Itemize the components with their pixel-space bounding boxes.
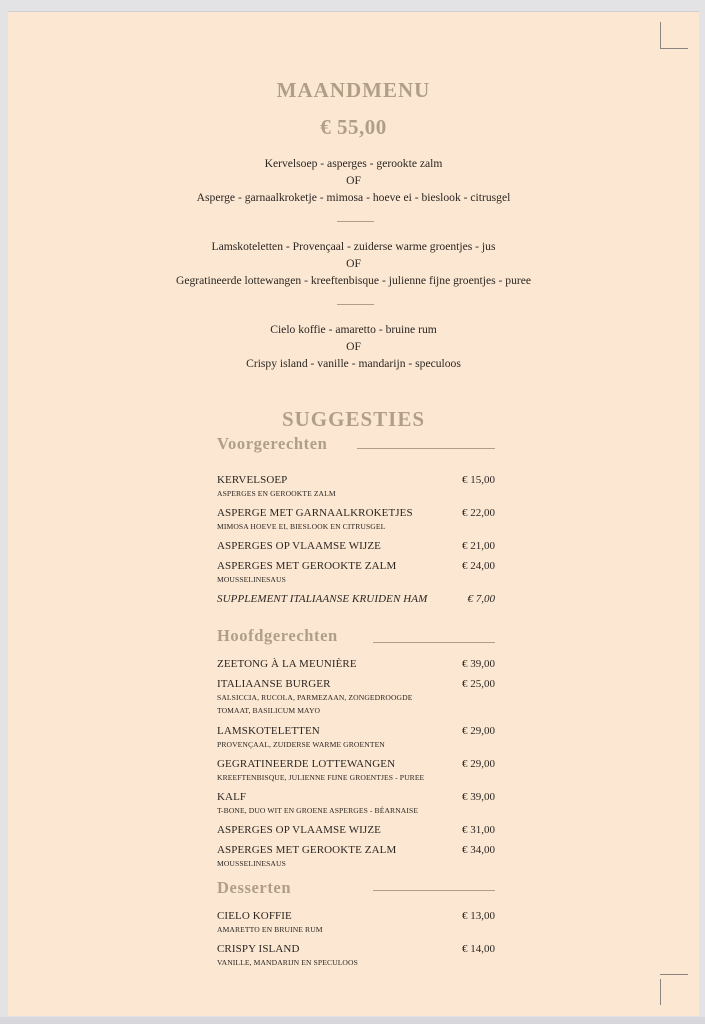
- course-option: Cielo koffie - amaretto - bruine rum: [270, 323, 437, 336]
- crop-mark: [660, 974, 688, 975]
- item-price: € 29,00: [462, 725, 495, 737]
- menu-item: [217, 942, 495, 969]
- menu-item: [217, 909, 495, 936]
- course-main: [8, 238, 699, 289]
- item-price: € 25,00: [462, 678, 495, 690]
- course-option: Asperge - garnaalkroketje - mimosa - hoeve ei - bieslook - citrusgel: [196, 191, 511, 204]
- item-price: € 24,00: [462, 560, 495, 572]
- menu-page: [8, 11, 699, 1016]
- course-or: OF: [346, 257, 361, 270]
- item-description: KREEFTENBISQUE, JULIENNE FIJNE GROENTJES - PUREE: [217, 773, 425, 782]
- item-price: € 39,00: [462, 791, 495, 803]
- item-price: € 39,00: [462, 658, 495, 670]
- course-divider: [337, 304, 374, 305]
- section-heading-desserten: Desserten: [217, 878, 292, 897]
- item-name: ITALIAANSE BURGER: [217, 678, 331, 690]
- crop-mark: [660, 22, 661, 49]
- course-or: OF: [346, 340, 361, 353]
- item-name: ASPERGES MET GEROOKTE ZALM: [217, 844, 397, 856]
- item-description: T-BONE, DUO WIT EN GROENE ASPERGES - BÉARNAISE: [217, 806, 419, 815]
- item-description: ASPERGES EN GEROOKTE ZALM: [217, 489, 336, 498]
- menu-item: [217, 657, 495, 671]
- item-description: MOUSSELINESAUS: [217, 575, 286, 584]
- course-option: Gegratineerde lottewangen - kreeftenbisque - julienne fijne groentjes - puree: [175, 274, 532, 287]
- item-description: VANILLE, MANDARIJN EN SPECULOOS: [217, 958, 358, 967]
- menu-price: € 55,00: [320, 115, 387, 139]
- course-starter: [8, 155, 699, 206]
- item-name: KALF: [217, 791, 247, 803]
- item-price: € 15,00: [462, 474, 495, 486]
- menu-item: [217, 506, 495, 533]
- item-description: MIMOSA HOEVE EI, BIESLOOK EN CITRUSGEL: [217, 522, 386, 531]
- item-description: TOMAAT, BASILICUM MAYO: [217, 706, 321, 715]
- menu-item: [217, 559, 495, 586]
- item-name: CIELO KOFFIE: [217, 910, 292, 922]
- item-description: SALSICCIA, RUCOLA, PARMEZAAN, ZONGEDROOGDE: [217, 693, 413, 702]
- item-price: € 22,00: [462, 507, 495, 519]
- menu-title: MAANDMENU: [276, 78, 431, 102]
- item-description: PROVENÇAAL, ZUIDERSE WARME GROENTEN: [217, 740, 385, 749]
- item-price: € 7,00: [467, 593, 495, 605]
- item-name: ASPERGES OP VLAAMSE WIJZE: [217, 540, 381, 552]
- item-description: AMARETTO EN BRUINE RUM: [217, 925, 323, 934]
- item-name: SUPPLEMENT ITALIAANSE KRUIDEN HAM: [217, 593, 428, 605]
- crop-mark: [660, 979, 661, 1005]
- crop-mark: [660, 48, 688, 49]
- section-heading-hoofdgerechten: Hoofdgerechten: [217, 626, 338, 645]
- menu-item: [217, 823, 495, 837]
- menu-item: [217, 677, 495, 717]
- item-price: € 14,00: [462, 943, 495, 955]
- suggesties-title: SUGGESTIES: [281, 407, 426, 431]
- item-price: € 31,00: [462, 824, 495, 836]
- page-bottom-edge: [0, 1017, 705, 1024]
- item-name: KERVELSOEP: [217, 474, 288, 486]
- item-name: ASPERGE MET GARNAALKROKETJES: [217, 507, 413, 519]
- menu-item: [217, 473, 495, 500]
- course-option: Crispy island - vanille - mandarijn - speculoos: [246, 357, 461, 370]
- item-name: CRISPY ISLAND: [217, 943, 300, 955]
- course-option: Kervelsoep - asperges - gerookte zalm: [264, 157, 443, 170]
- menu-item: [217, 790, 495, 817]
- item-name: ZEETONG À LA MEUNIÈRE: [217, 658, 357, 670]
- item-description: MOUSSELINESAUS: [217, 859, 286, 868]
- menu-item: [217, 843, 495, 870]
- section-rule: [357, 448, 495, 449]
- item-price: € 21,00: [462, 540, 495, 552]
- menu-item-supplement: [217, 592, 495, 606]
- course-divider: [337, 221, 374, 222]
- item-name: LAMSKOTELETTEN: [217, 725, 320, 737]
- section-heading-voorgerechten: Voorgerechten: [217, 434, 328, 453]
- item-price: € 29,00: [462, 758, 495, 770]
- item-name: GEGRATINEERDE LOTTEWANGEN: [217, 758, 396, 770]
- course-dessert: [8, 321, 699, 372]
- section-rule: [373, 642, 495, 643]
- menu-item: [217, 757, 495, 784]
- menu-item: [217, 539, 495, 553]
- course-option: Lamskoteletten - Provençaal - zuiderse warme groentjes - jus: [211, 240, 496, 253]
- course-or: OF: [346, 174, 361, 187]
- section-rule: [373, 890, 495, 891]
- item-name: ASPERGES OP VLAAMSE WIJZE: [217, 824, 381, 836]
- item-name: ASPERGES MET GEROOKTE ZALM: [217, 560, 397, 572]
- item-price: € 13,00: [462, 910, 495, 922]
- item-price: € 34,00: [462, 844, 495, 856]
- menu-item: [217, 724, 495, 751]
